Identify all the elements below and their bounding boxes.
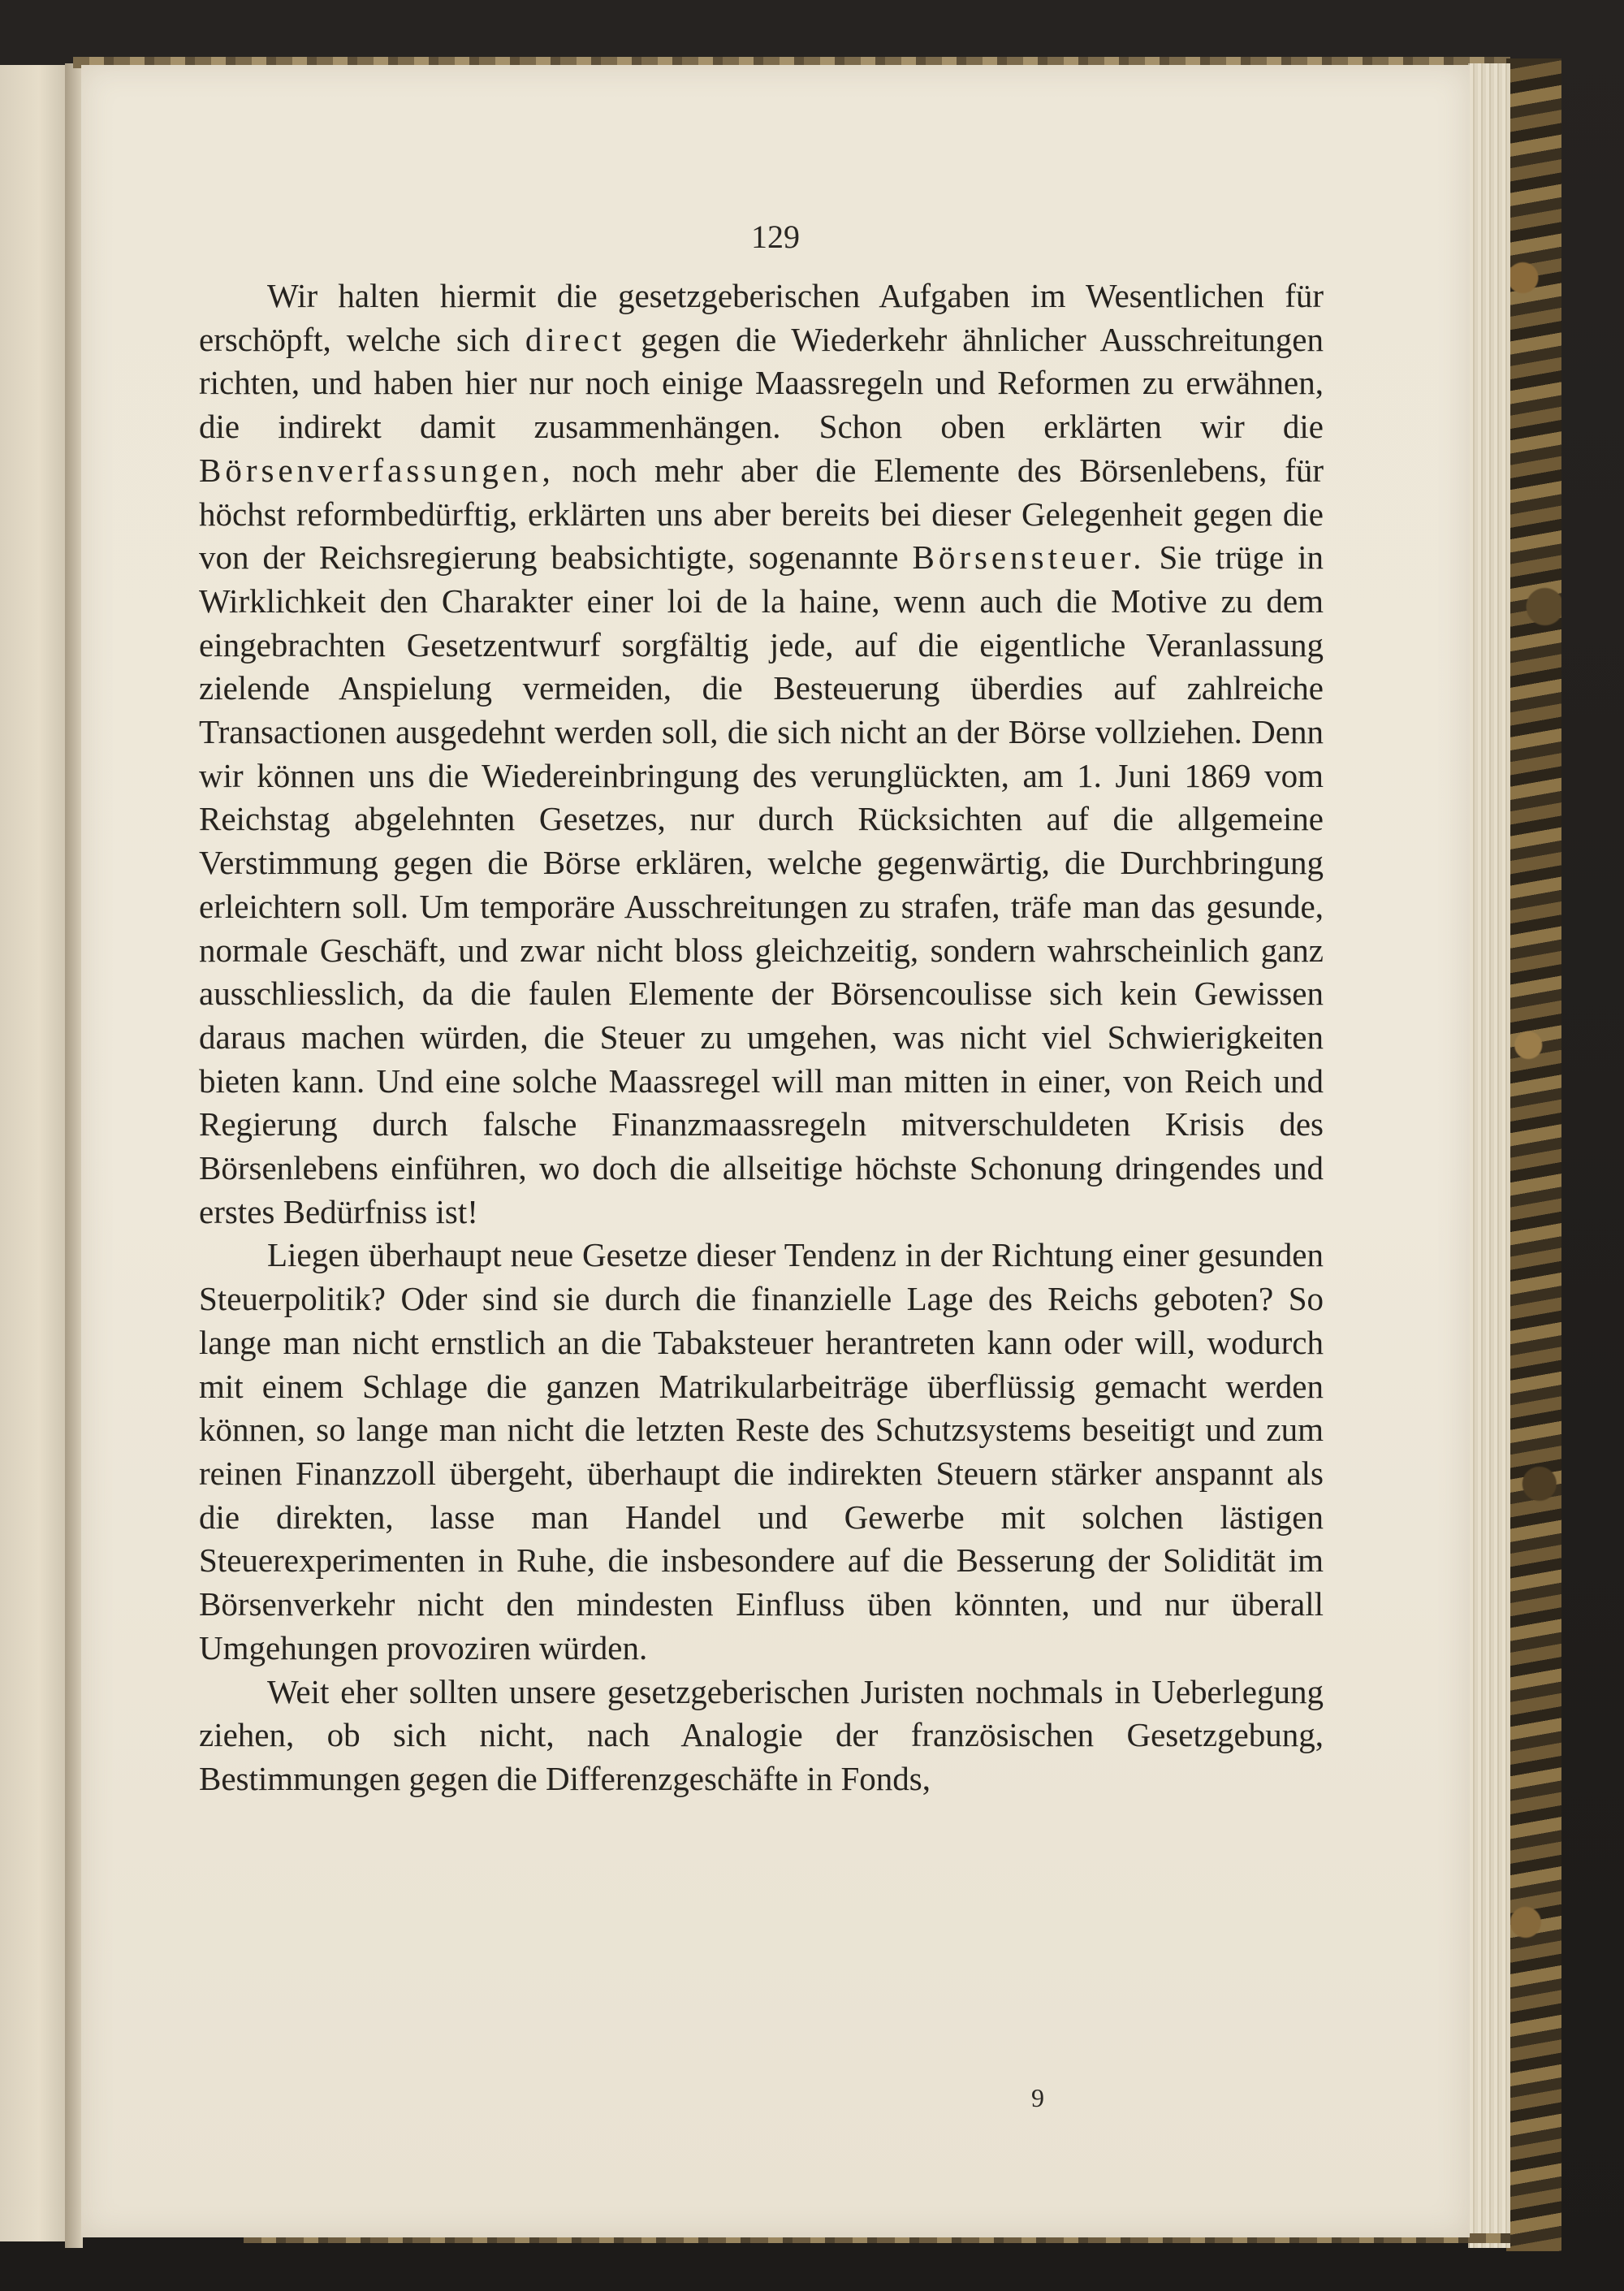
- paragraph-3: [199, 1671, 1324, 1801]
- text-segment: Wir halten hiermit die gesetzgeberischen Aufgaben im Wesentlichen für erschöpft, welche sich: [199, 277, 1324, 358]
- left-page-edge: [0, 65, 67, 2241]
- text-segment: gegen die Wiederkehr ähnlicher Ausschreitungen richten, und haben hier nur noch einige Maassregeln und Reformen zu erwähnen, die indirekt damit zusammenhängen. Schon oben erklärten wir die: [199, 320, 1324, 446]
- page-block-edge: [1468, 63, 1510, 2248]
- text-segment: Liegen überhaupt neue Gesetze dieser Tendenz in der Richtung einer gesunden Steuerpolitik? Oder sind sie durch die finanzielle Lage des Reichs geboten? So lange man nicht ernstlich an die Tabaksteuer herantreten kann oder will, wodurch mit einem Schlage die ganzen Matrikularbeiträge überflüssig gemacht werden können, so lange man nicht die letzten Reste des Schutzsystems beseitigt und zum reinen Finanzzoll übergeht, überhaupt die indirekten Steuern stärker anspannt als die direkten, lasse man Handel und Gewerbe mit solchen lästigen Steuerexperimenten in Ruhe, die insbesondere auf die Besserung der Solidität im Börsenverkehr nicht den mindesten Einfluss üben könnten, und nur überall Umgehungen provoziren würden.: [199, 1236, 1324, 1666]
- page-number: 129: [751, 218, 800, 255]
- book-gutter: [65, 63, 83, 2248]
- text-segment: Weit eher sollten unsere gesetzgeberischen Juristen nochmals in Ueberlegung ziehen, ob sich nicht, nach Analogie der französischen Gesetzgebung, Bestimmungen gegen die Differenzgeschäfte in Fonds,: [199, 1672, 1324, 1797]
- emphasis-boersensteuer: Börsensteuer.: [912, 538, 1146, 577]
- book-page: [81, 65, 1470, 2237]
- paragraph-2: [199, 1234, 1324, 1670]
- text-segment: Sie trüge in Wirklichkeit den Charakter einer loi de la haine, wenn auch die Motive zu dem eingebrachten Gesetzentwurf sorgfältig jede, auf die eigentliche Veranlassung zielende Anspielung vermeiden, die Besteuerung überdies auf zahlreiche Transactionen ausgedehnt werden soll, die sich nicht an der Börse vollziehen. Denn wir können uns die Wiedereinbringung des verunglückten, am 1. Juni 1869 vom Reichstag abgelehnten Gesetzes, nur durch Rücksichten auf die allgemeine Verstimmung gegen die Börse erklären, welche gegenwärtig, die Durchbringung erleichtern soll. Um temporäre Ausschreitungen zu strafen, träfe man das gesunde, normale Geschäft, und zwar nicht bloss gleichzeitig, sondern wahrscheinlich ganz ausschliesslich, da die faulen Elemente der Börsencoulisse sich kein Gewissen daraus machen würden, die Steuer zu umgehen, was nicht viel Schwierigkeiten bieten kann. Und eine solche Maassregel will man mitten in einer, von Reich und Regierung durch falsche Finanzmaassregeln mitverschuldeten Krisis des Börsenlebens einführen, wo doch die allseitige höchste Schonung dringendes und erstes Bedürfniss ist!: [199, 538, 1324, 1230]
- paragraph-1: [199, 274, 1324, 1234]
- signature-mark: 9: [1031, 2083, 1044, 2112]
- emphasis-direct: direct: [525, 320, 626, 358]
- marbled-cover-board: [1506, 58, 1561, 2251]
- emphasis-boersenverfassungen: Börsenverfassungen,: [199, 451, 555, 489]
- body-text: [199, 274, 1324, 1801]
- text-segment: noch mehr aber die Elemente des Börsenlebens, für höchst reformbedürftig, erklärten uns aber bereits bei dieser Gelegenheit gegen die von der Reichsregierung beabsichtigte, sogenannte: [199, 451, 1324, 577]
